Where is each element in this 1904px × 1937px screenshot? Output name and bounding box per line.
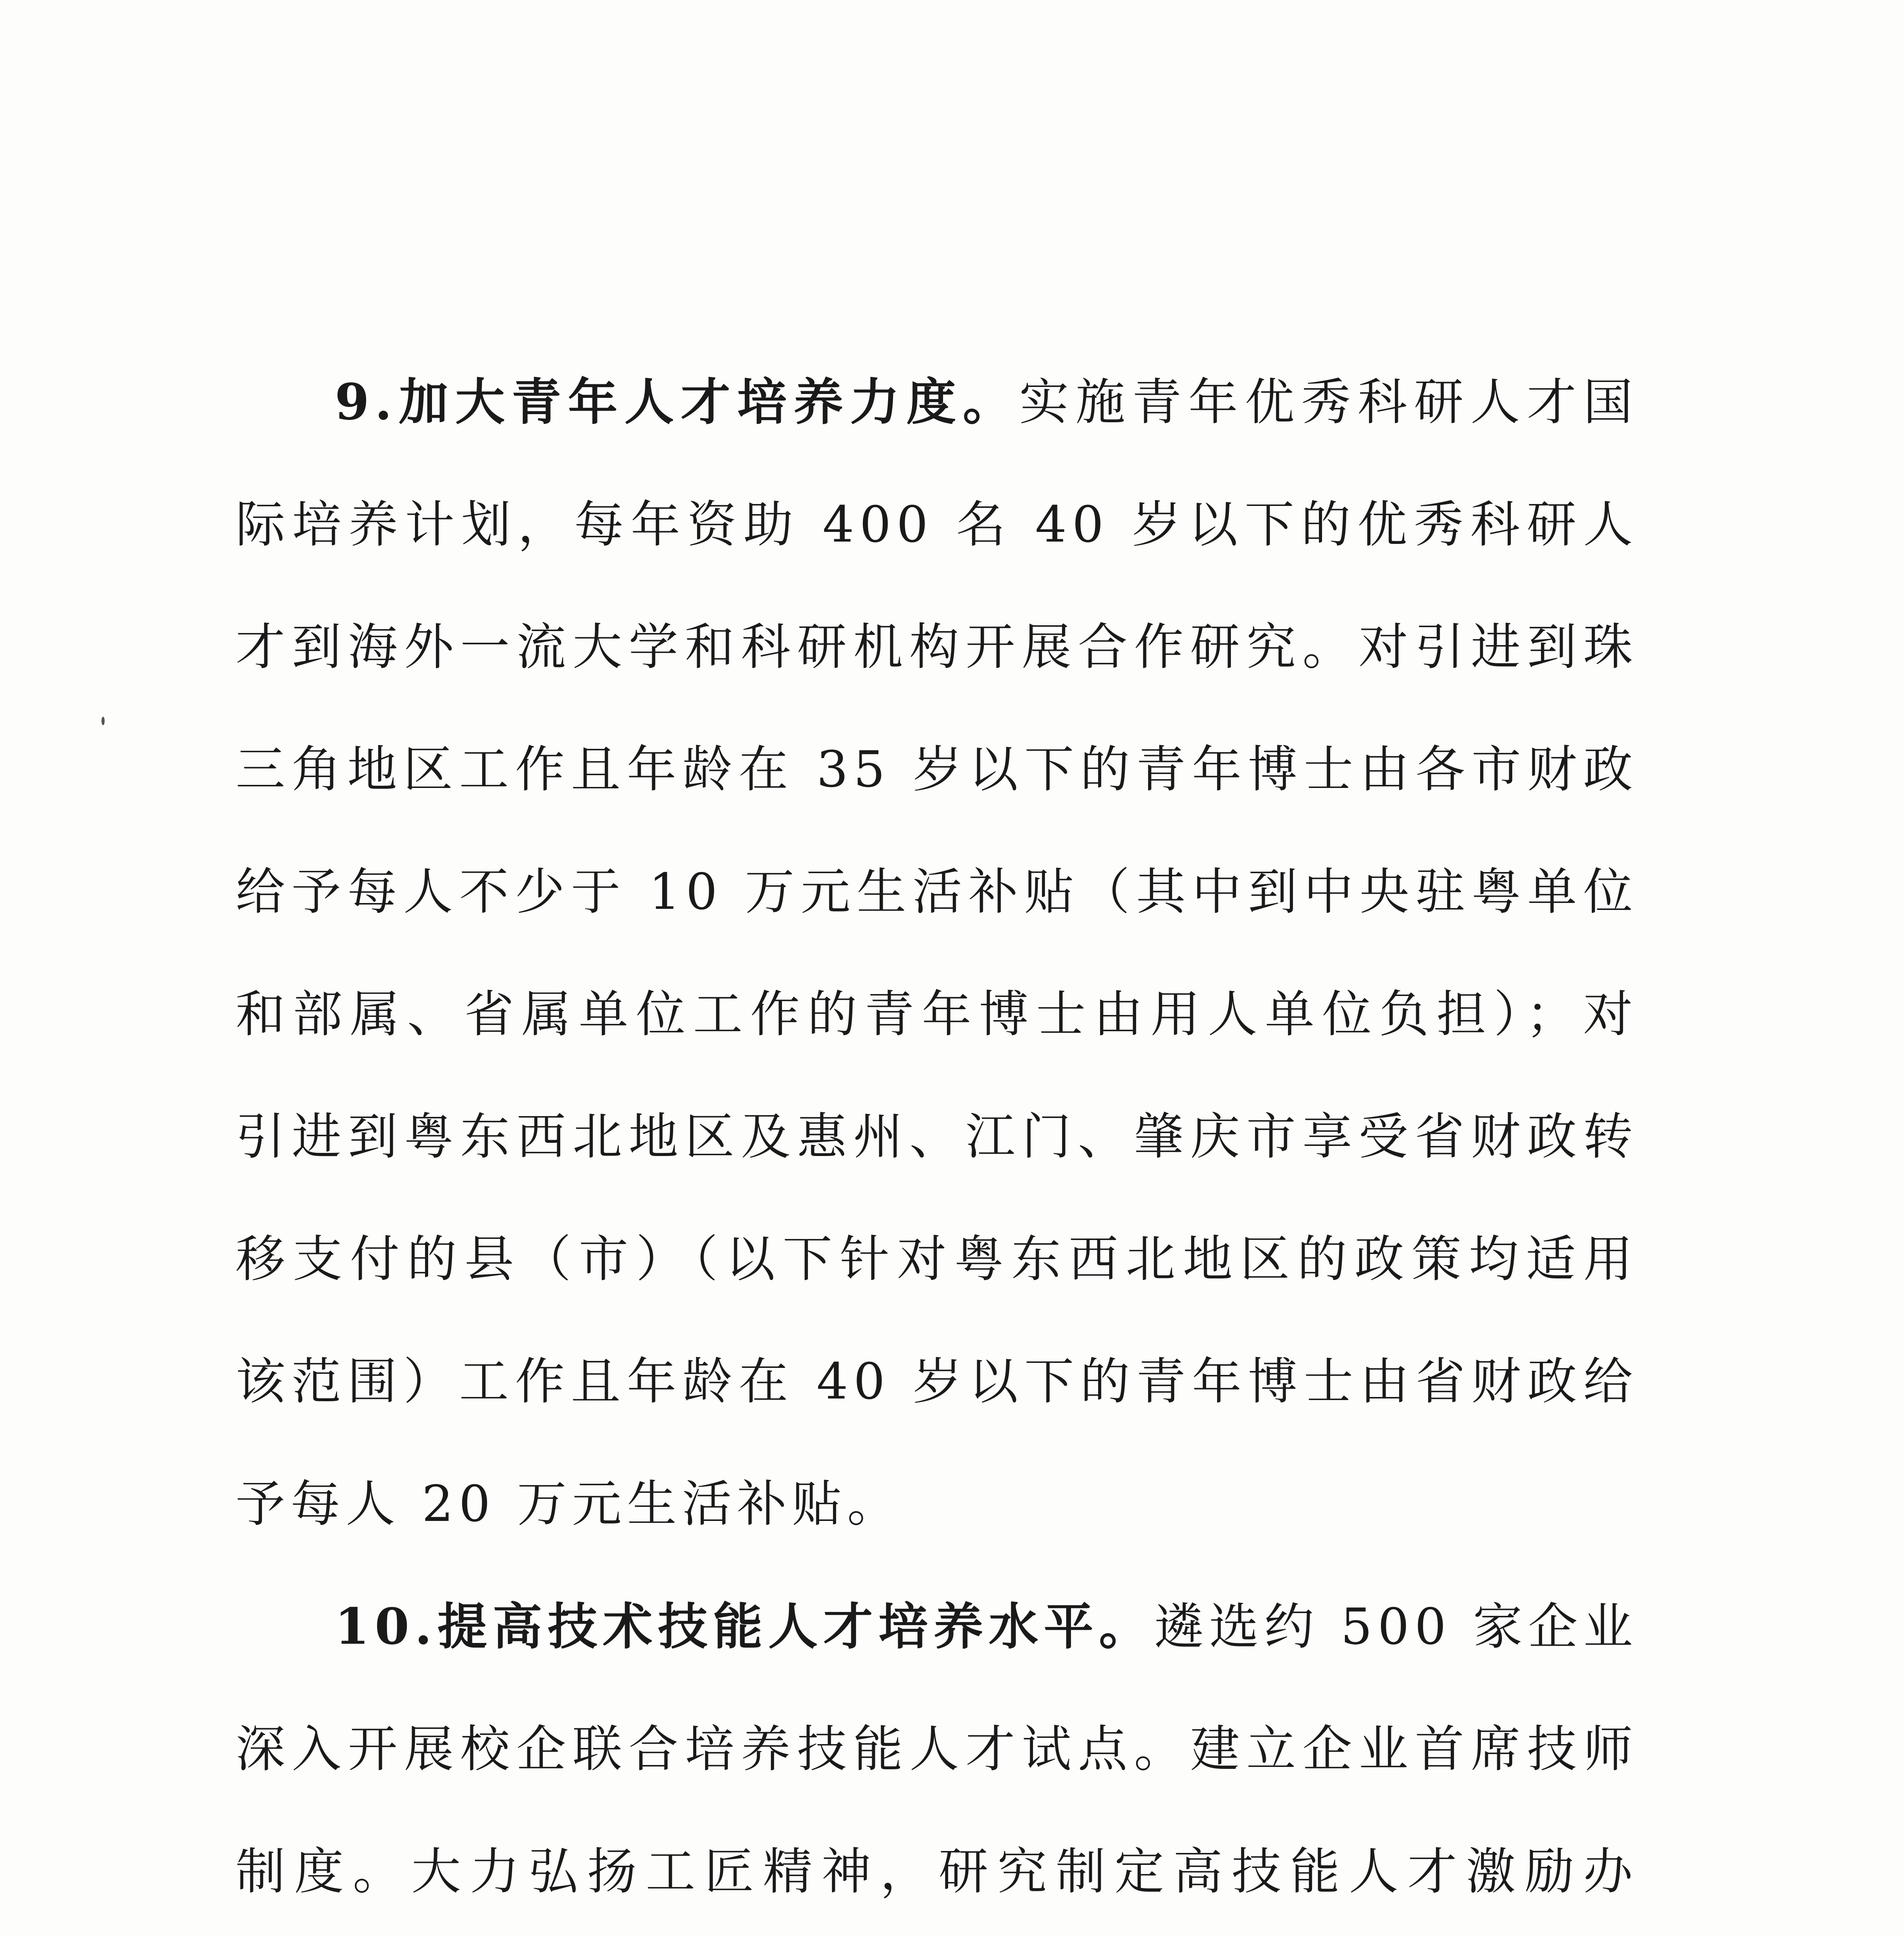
paragraph-lead: 10.提高技术技能人才培养水平。 [335,1598,1154,1656]
paragraph-lead: 9.加大青年人才培养力度。 [335,373,1019,431]
paragraph-text: 遴选约 500 家企业深入开展校企联合培养技能人才试点。建立企业首席技师制度。大力弘扬工匠精神，研究制定高技能人才激励办 [236,1598,1638,1901]
paragraph-10 [236,1565,1638,1937]
scan-speck [102,717,105,725]
paragraph-text: 实施青年优秀科研人才国际培养计划，每年资助 400 名 40 岁以下的优秀科研人才到海外一流大学和科研机构开展合作研究。对引进到珠三角地区工作且年龄在 35 岁以下的青年博士由各市财政给予每人不少于 10 万元生活补贴（其中到中央驻粤单位和部属、省属单位工作的青年博士由用人单位负担）；对引进到粤东西北地区及惠州、江门、肇庆市享受省财政转移支付的县（市）（以下针对粤东西北地区的政策均适用该范围）工作且年龄在 40 岁以下的青年博士由省财政给予每人 20 万元生活补贴。 [236,373,1639,1533]
paragraph-9 [236,341,1638,1565]
document-body [236,341,1638,1937]
